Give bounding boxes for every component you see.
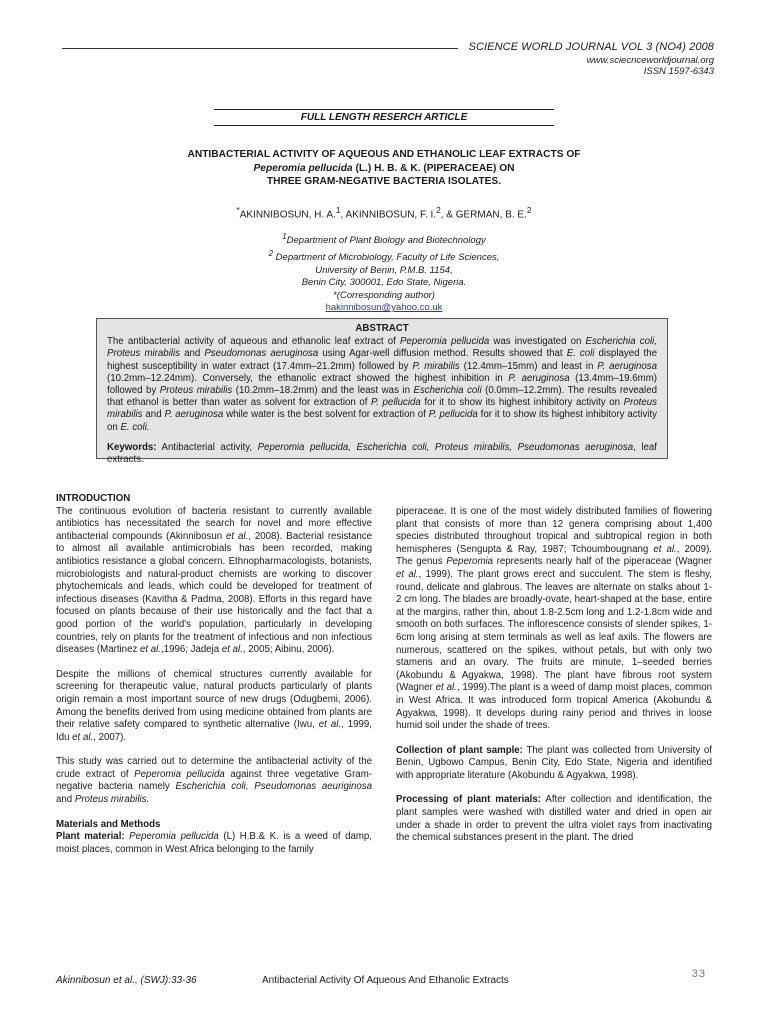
paragraph: The continuous evolution of bacteria resistant to currently available antibiotics has necessitated the search for novel and more effective antibacterial compounds (Akinnibosun et al., 2008). Bacterial resistance to almost all available antimicrobials has been recorded, making antibiotics resistance a global concern. Ethnopharmacologists, botanists, microbiologists and natural-product chemists are working to discover phytochemicals and leads, which could be developed for treatment of infectious diseases (Kavitha & Padma, 2008). Efforts in this regard have focused on plants because of their use historically and the fact that a good portion of the world's population, particularly in developing countries, rely on plants for the treatment of infectious and non infectious diseases (Martinez et al.,1996; Jadeja et al., 2005; Aibinu, 2006). bbox=[56, 505, 372, 656]
paragraph: Processing of plant materials: After collection and identification, the plant samples were washed with distilled water and dried in open air under a shade in order to prevent the ultra violet rays from inactivating the chemical substances present in the plant. The dried bbox=[396, 794, 712, 844]
affiliations bbox=[150, 231, 618, 315]
affiliation-3: University of Benin, P.M.B. 1154, bbox=[315, 264, 453, 276]
journal-title: SCIENCE WORLD JOURNAL VOL 3 (NO4) 2008 bbox=[468, 41, 714, 53]
affiliation-1: $^1$Department of Plant Biology and Biotechnology bbox=[282, 232, 486, 247]
body-column-right bbox=[396, 506, 712, 845]
footer-running-title: Antibacterial Activity Of Aqueous And Ethanolic Extracts bbox=[262, 975, 509, 986]
section-heading-methods: Materials and Methods bbox=[56, 818, 161, 830]
footer-citation: Akinnibosun et al., (SWJ):33-36 bbox=[56, 975, 197, 986]
paragraph: Collection of plant sample: The plant was collected from University of Benin, Ugbowo Campus, Benin City, Edo State, Nigeria and identified with appropriate literature (Akobundu & Agyakwa, 1998). bbox=[396, 744, 713, 781]
paragraph: This study was carried out to determine the antibacterial activity of the crude extract of Peperomia pellucida against three vegetative Gram-negative bacteria namely Escherichia coli, Pseudomonas aeuriginosa and Proteus mirabilis. bbox=[56, 756, 372, 806]
page-number: 33 bbox=[691, 968, 706, 980]
article-type: FULL LENGTH RESERCH ARTICLE bbox=[214, 109, 554, 126]
author-email-link[interactable]: hakinnibosun@yahoo.co.uk bbox=[325, 302, 443, 314]
section-heading-introduction: INTRODUCTION bbox=[56, 493, 131, 504]
header-rule bbox=[62, 48, 458, 49]
abstract-text: The antibacterial activity of aqueous and ethanolic leaf extract of Peperomia pellucida was investigated on Escherichia coli, Proteus mirabilis and Pseudomonas aeruginosa using Agar-well diffusion method. Results showed that E. coli displayed the highest susceptibility in water extract (17.4mm–21.2mm) followed by P. mirabilis (12.4mm–15mm) and least in P. aeruginosa (10.2mm–12.24mm). Conversely, the ethanolic extract showed the highest inhibition in P. aeruginosa (13.4mm–19.6mm) followed by Proteus mirabilis (10.2mm–18.2mm) and the least was in Escherichia coli (0.0mm–12.2mm). The results revealed that ethanol is better than water as solvent for extraction of P. pellucida for it to show its highest inhibitory activity on Proteus mirabilis and P. aeruginosa while water is the best solvent for extraction of P. pellucida for it to show its highest inhibitory activity on E. coli. bbox=[107, 336, 658, 433]
author-list: *AKINNIBOSUN, H. A.$^1$, AKINNIBOSUN, F. I.$^2$, & GERMAN, B. E.$^2$ bbox=[236, 205, 532, 221]
abstract-heading: ABSTRACT bbox=[355, 323, 409, 334]
paragraph: Plant material: Peperomia pellucida (L) H.B.& K. is a weed of damp, moist places, common in West Africa belonging to the family bbox=[56, 831, 373, 855]
title-line-2: Peperomia pellucida (L.) H. B. & K. (PIPERACEAE) ON bbox=[253, 162, 515, 174]
title-line-1: ANTIBACTERIAL ACTIVITY OF AQUEOUS AND ETHANOLIC LEAF EXTRACTS OF bbox=[187, 149, 581, 160]
journal-issn: ISSN 1597-6343 bbox=[643, 66, 714, 77]
article-title bbox=[100, 148, 668, 189]
title-line-3: THREE GRAM-NEGATIVE BACTERIA ISOLATES. bbox=[266, 176, 502, 187]
abstract-box bbox=[96, 318, 668, 466]
paragraph: piperaceae. It is one of the most widely distributed families of flowering plant that consists of more than 12 genera comprising about 1,400 species distributed throughout tropical and subtropical region in both hemispheres (Sengupta & Ray, 1987; Tchoumbougnang et al., 2009). The genus Peperomia represents nearly half of the piperaceae (Wagner et al., 1999). The plant grows erect and succulent. The stem is fleshy, round, delicate and glabrous. The leaves are alternate on stalks about 1-2 cm long. The blades are broadly-ovate, heart-shaped at the base, entire at the margins, rather thin, about 1.8-2.5cm long and 1.2-1.8cm wide and smooth on both surfaces. The inflorescence consists of slender spikes, 1-6cm long arising at stem terminals as well as leaf axils. The flowers are numerous, scattered on the spikes, without petals, but with only two stamens and an ovary. The fruits are minute, 1–seeded berries (Akobundu & Agyakwa, 1998). The plant have fibrous root system (Wagner et al., 1999).The plant is a weed of damp moist places, common in West Africa. It was introduced form tropical America (Akobundu & Agyakwa, 1998). It develops during rainy period and thrives in loose humid soil under the shade of trees. bbox=[396, 506, 712, 732]
journal-url: www.sciecnceworldjournal.org bbox=[586, 55, 714, 66]
body-column-left bbox=[56, 493, 372, 856]
keywords: Keywords: Antibacterial activity, Peperomia pellucida, Escherichia coli, Proteus mirabilis, Pseudomonas aeruginosa, leaf extracts. bbox=[107, 441, 657, 466]
affiliation-4: Benin City, 300001, Edo State, Nigeria. bbox=[301, 277, 467, 289]
affiliation-2: $^2$ Department of Microbiology, Faculty of Life Sciences, bbox=[268, 248, 500, 263]
paragraph: Despite the millions of chemical structures currently available for screening for therapeutic value, natural products particularly of plants origin remain a most important source of new drugs (Odugbemi, 2006). Among the benefits derived from using medicine obtained from plants are their relative safety compared to synthetic alternative (Iwu, et al., 1999, Idu et al., 2007). bbox=[56, 668, 372, 743]
corresponding-author: *(Corresponding author) bbox=[333, 289, 435, 301]
